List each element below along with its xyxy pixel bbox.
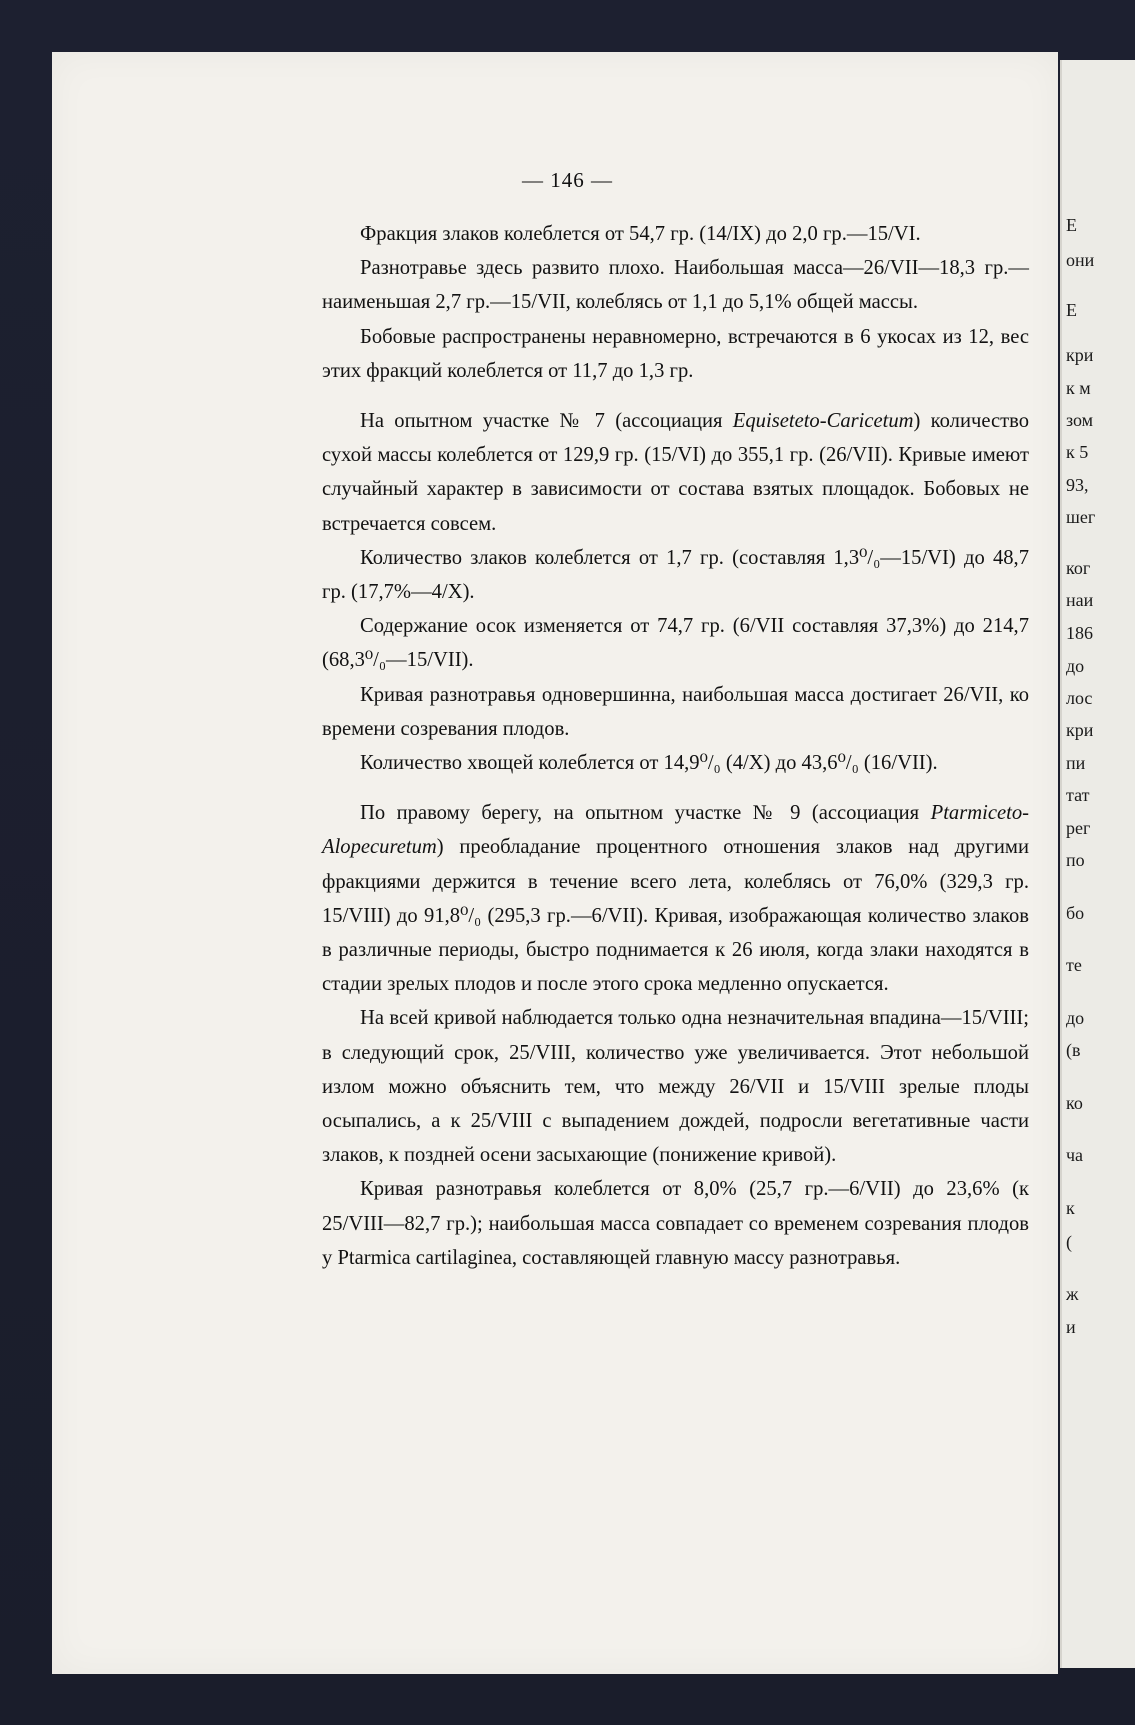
adjacent-page-fragment: ког xyxy=(1066,558,1091,578)
page-number: — 146 — xyxy=(522,168,613,192)
adjacent-page-fragment: те xyxy=(1066,955,1082,975)
adjacent-page-fragment: Е xyxy=(1066,215,1077,235)
adjacent-page-fragment: ко xyxy=(1066,1093,1083,1113)
association-name-1: Equiseteto-Caricetum xyxy=(732,410,914,433)
adjacent-page-edge xyxy=(1060,60,1135,1668)
body-text xyxy=(322,217,1029,1275)
adjacent-page-fragment: Е xyxy=(1066,300,1077,320)
adjacent-page-fragment: до xyxy=(1066,1008,1085,1028)
paragraph-7: Кривая разнотравья одновершинна, наибольшая масса достигает 26/VII, ко времени созревания плодов. xyxy=(322,683,1029,740)
adjacent-page-fragment: по xyxy=(1066,850,1085,870)
paragraph-1: Фракция злаков колеблется от 54,7 гр. (14/IX) до 2,0 гр.—15/VI. xyxy=(360,223,921,245)
adjacent-page-fragment: рег xyxy=(1066,818,1091,838)
adjacent-page-fragment: (в xyxy=(1066,1040,1081,1060)
adjacent-page-fragment: к 5 xyxy=(1066,442,1089,462)
paragraph-6: Содержание осок изменяется от 74,7 гр. (6/VII составляя 37,3%) до 214,7 (68,3⁰/₀—15/VII). xyxy=(322,615,1029,672)
adjacent-page-fragment: к м xyxy=(1066,378,1091,398)
adjacent-page-fragment: они xyxy=(1066,250,1095,270)
adjacent-page-fragment: тат xyxy=(1066,785,1090,805)
adjacent-page-fragment: 186 xyxy=(1066,623,1093,643)
paragraph-4 xyxy=(322,404,1029,541)
adjacent-page-fragment: пи xyxy=(1066,753,1086,773)
paragraph-4-pre: На опытном участке № 7 (ассоциация xyxy=(360,410,733,433)
adjacent-page-fragment: шег xyxy=(1066,507,1096,527)
adjacent-page-fragment: наи xyxy=(1066,590,1094,610)
paragraph-11: Кривая разнотравья колеблется от 8,0% (25,7 гр.—6/VII) до 23,6% (к 25/VIII—82,7 гр.); наибольшая масса совпадает со временем созревания плодов у Ptarmica cartilaginea, составляющей главную массу разнотравья. xyxy=(322,1178,1029,1269)
paragraph-9 xyxy=(322,796,1029,1001)
association-name-2: Ptarmiceto-Alopecuretum xyxy=(322,802,1029,859)
paragraph-9-pre: По правому берегу, на опытном участке № 9 (ассоциация xyxy=(360,802,931,825)
adjacent-page-fragment: кри xyxy=(1066,720,1094,740)
adjacent-page-fragment: ж xyxy=(1066,1284,1079,1304)
paragraph-8: Количество хвощей колеблется от 14,9⁰/₀ (4/X) до 43,6⁰/₀ (16/VII). xyxy=(360,752,938,775)
adjacent-page-fragment: бо xyxy=(1066,903,1085,923)
paragraph-3: Бобовые распространены неравномерно, встречаются в 6 укосах из 12, вес этих фракций колеблется от 11,7 до 1,3 гр. xyxy=(322,325,1029,382)
adjacent-page-fragment: лос xyxy=(1066,688,1093,708)
paragraph-5: Количество злаков колеблется от 1,7 гр. (составляя 1,3⁰/₀—15/VI) до 48,7 гр. (17,7%—4/X). xyxy=(322,546,1029,604)
adjacent-page-fragment: и xyxy=(1066,1317,1076,1337)
paragraph-4-post: ) количество сухой массы колеблется от 129,9 гр. (15/VI) до 355,1 гр. (26/VII). Кривые имеют случайный характер в зависимости от состава взятых площадок. Бобовых не встречается совсем. xyxy=(322,410,1029,535)
paragraph-2: Разнотравье здесь развито плохо. Наибольшая масса—26/VII—18,3 гр.—наименьшая 2,7 гр.—15/VII, колеблясь от 1,1 до 5,1% общей массы. xyxy=(322,257,1029,314)
adjacent-page-fragment: к xyxy=(1066,1198,1075,1218)
adjacent-page-fragment: 93, xyxy=(1066,475,1089,495)
paragraph-10: На всей кривой наблюдается только одна незначительная впадина—15/VIII; в следующий срок, 25/VIII, количество уже увеличивается. Этот небольшой излом можно объяснить тем, что между 26/VII и 15/VIII зрелые плоды осыпались, а к 25/VIII с выпадением дождей, подросли вегетативные части злаков, к поздней осени засыхающие (понижение кривой). xyxy=(322,1007,1029,1167)
adjacent-page-fragment: зом xyxy=(1066,410,1094,430)
paragraph-9-post: ) преобладание процентного отношения злаков над другими фракциями держится в течение всего лета, колеблясь от 76,0% (329,3 гр. 15/VIII) до 91,8⁰/₀ (295,3 гр.—6/VII). Кривая, изображающая количество злаков в различные периоды, быстро поднимается к 26 июля, когда злаки находятся в стадии зрелых плодов и после этого срока медленно опускается. xyxy=(322,836,1029,996)
adjacent-page-fragment: ча xyxy=(1066,1145,1084,1165)
adjacent-page-fragment: до xyxy=(1066,656,1085,676)
adjacent-page-fragment: ( xyxy=(1066,1232,1072,1252)
adjacent-page-fragment: кри xyxy=(1066,345,1094,365)
